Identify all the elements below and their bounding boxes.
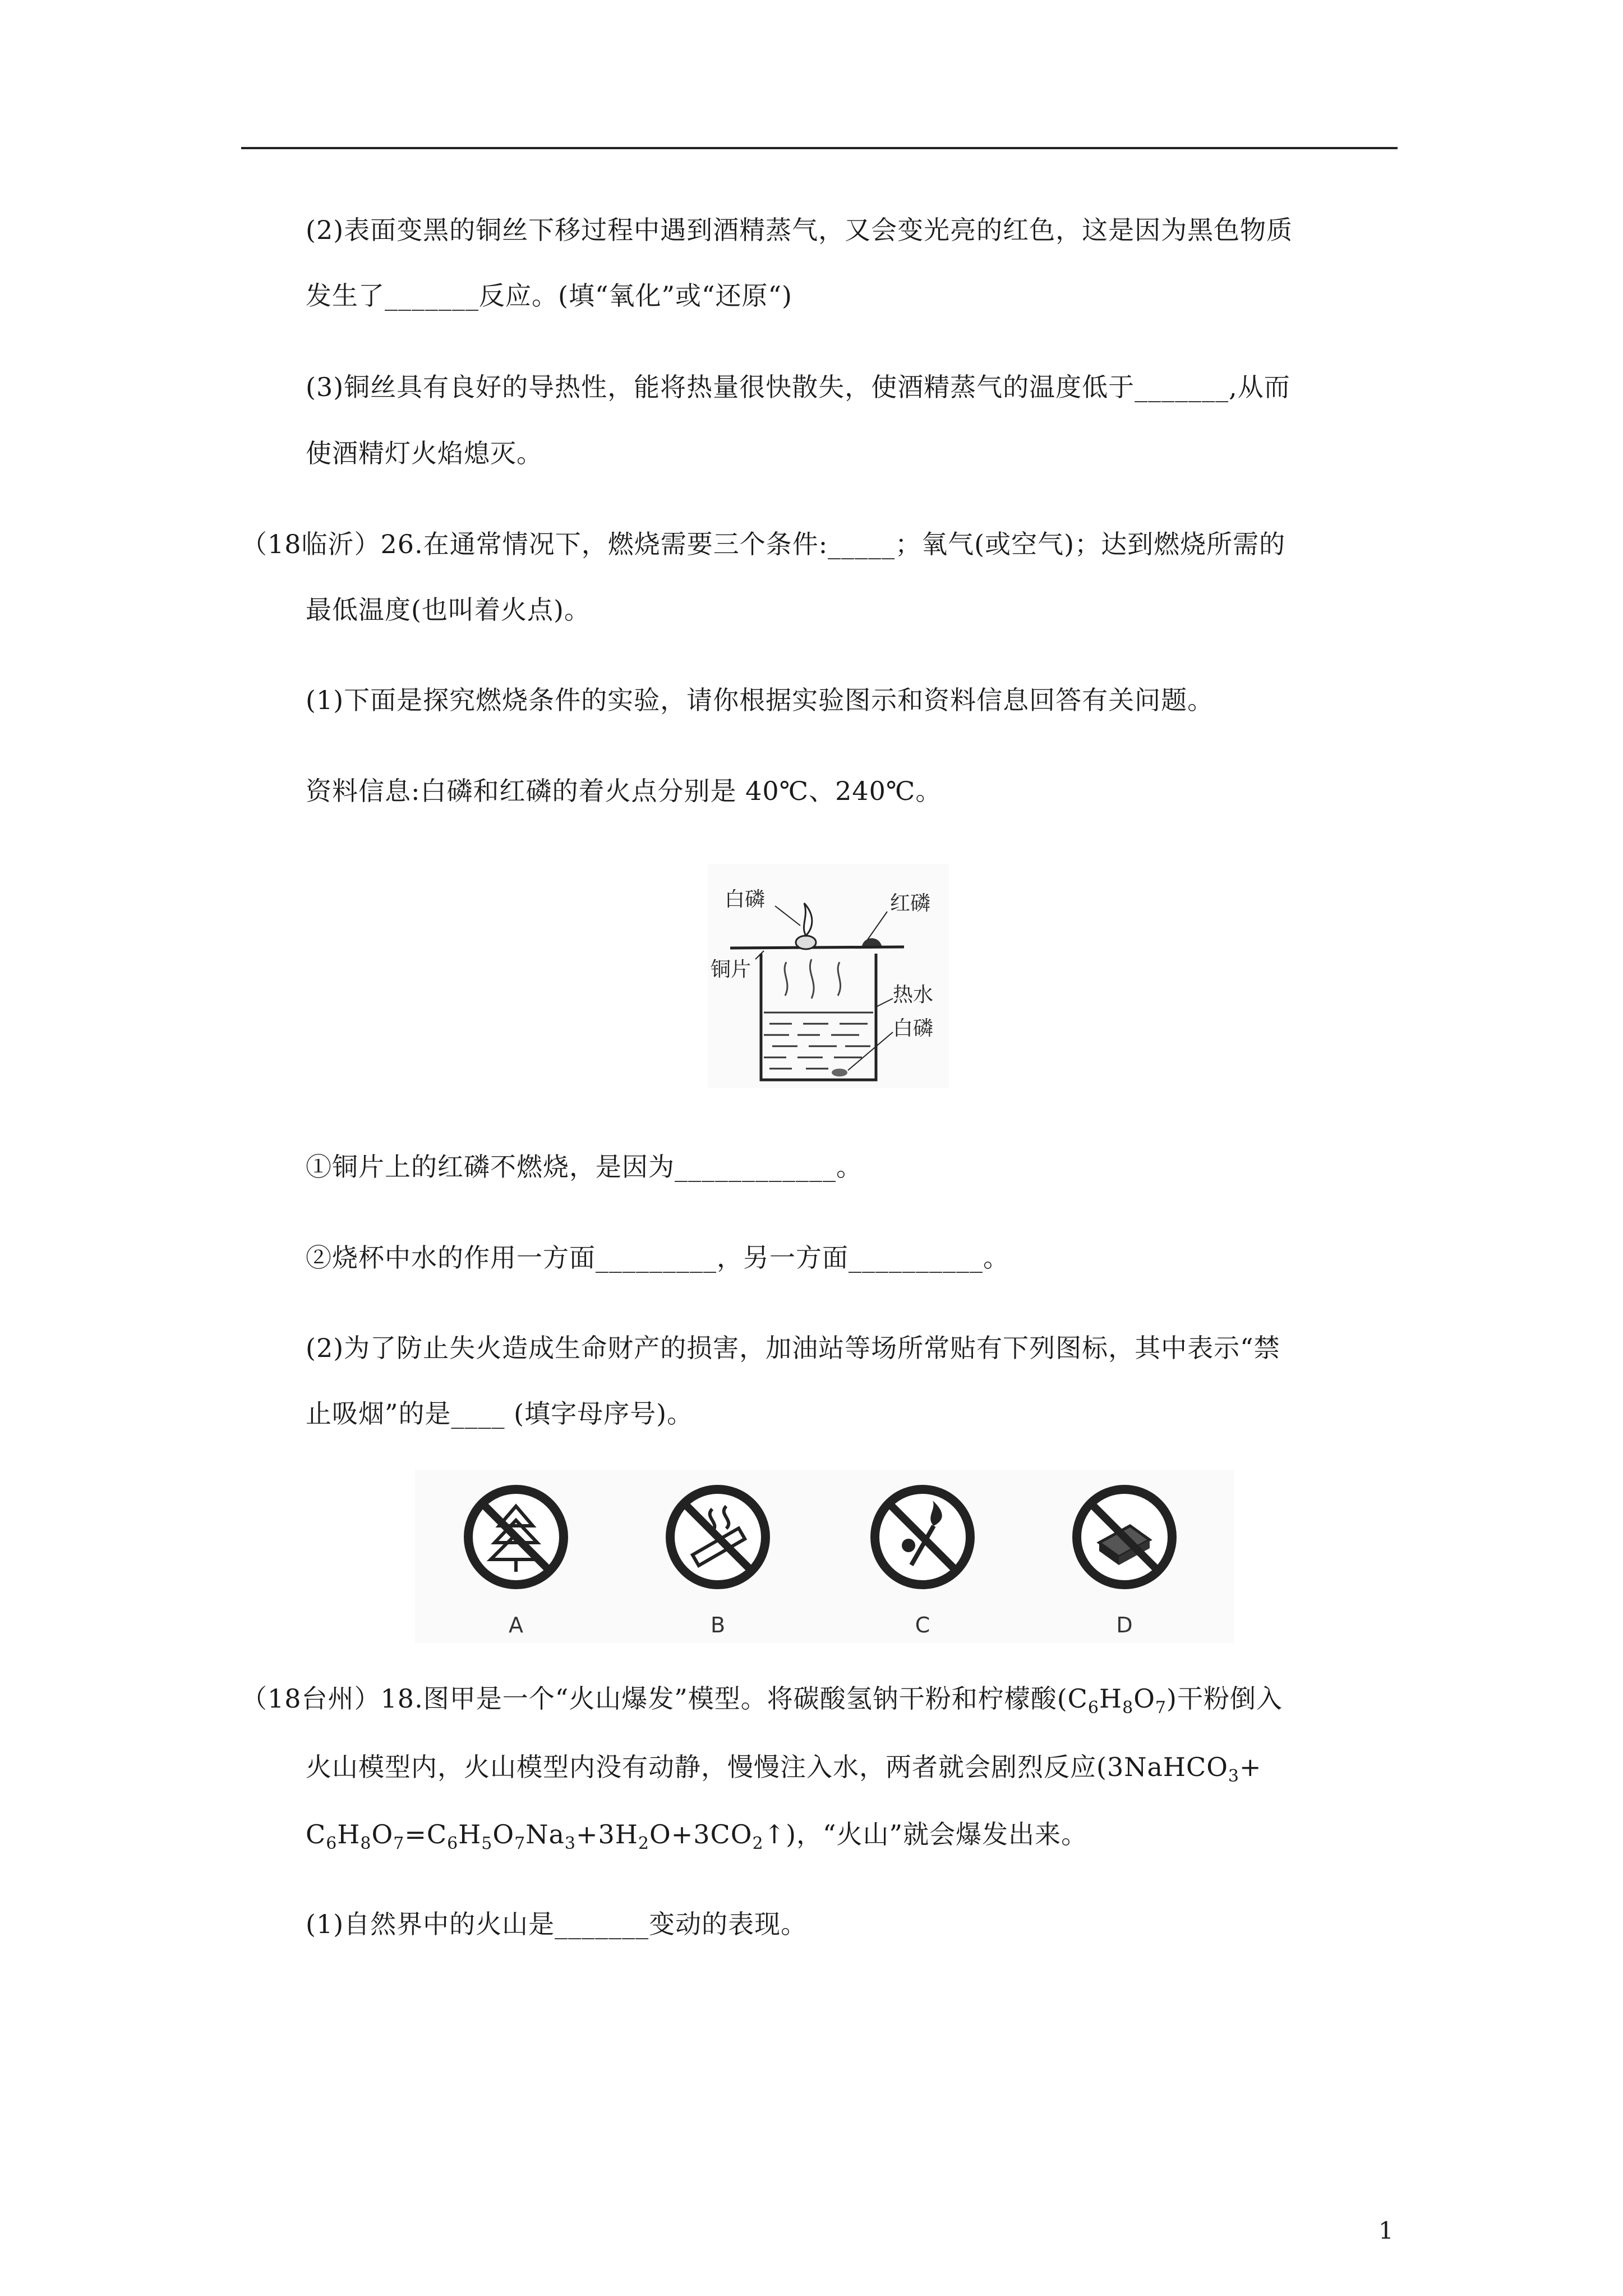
label-white-phosphorus-top: 白磷 [725,888,766,911]
label-red-phosphorus: 红磷 [890,892,931,915]
header-rule [241,147,1398,149]
text-line: (1)下面是探究燃烧条件的实验，请你根据实验图示和资料信息回答有关问题。 [306,685,1214,715]
safety-signs-figure [415,1470,1234,1644]
text-line: 最低温度(也叫着火点)。 [306,595,591,625]
sign-d-letter: D [1116,1613,1133,1637]
text-line: (1)自然界中的火山是_______变动的表现。 [306,1909,808,1939]
copper-plate [730,947,904,948]
white-phosphorus-underwater [832,1069,847,1076]
page-number: 1 [1378,2217,1394,2244]
beaker-experiment-figure [708,864,949,1088]
text-line: (3)铜丝具有良好的导热性，能将热量很快散失，使酒精蒸气的温度低于_______,从而 [306,372,1290,402]
text-line: (2)表面变黑的铜丝下移过程中遇到酒精蒸气，又会变光亮的红色，这是因为黑色物质 [306,215,1293,245]
equation-line: $C_6H_8O_7=C_6H_5O_7Na_3+3H_2O+3CO_2↑$)，“火山”就会爆发出来。 [306,1819,1088,1853]
text-line: 止吸烟”的是____ (填字母序号)。 [306,1398,694,1429]
text-line: 使酒精灯火焰熄灭。 [306,438,543,468]
label-white-phosphorus-bottom: 白磷 [893,1017,934,1040]
question-18-stem: （18台州）18.图甲是一个“火山爆发”模型。将碳酸氢钠干粉和柠檬酸$(C_6H_8O_7)$干粉倒入 [241,1683,1283,1718]
label-copper-plate: 铜片 [711,958,751,981]
question-26-stem: （18临沂）26.在通常情况下，燃烧需要三个条件:_____；氧气(或空气)；达到燃烧所需的 [241,529,1286,559]
text-line: ①铜片上的红磷不燃烧，是因为____________。 [306,1152,863,1182]
sign-c-letter: C [915,1613,930,1637]
info-line: 资料信息:白磷和红磷的着火点分别是 40℃、240℃。 [306,776,942,806]
label-hot-water: 热水 [893,983,934,1006]
text-line: 火山模型内，火山模型内没有动静，慢慢注入水，两者就会剧烈反应(3NaHCO$_3$+ [306,1752,1262,1786]
sign-b-letter: B [710,1613,726,1637]
text-line: ②烧杯中水的作用一方面_________，另一方面__________。 [306,1243,1009,1273]
sign-a-letter: A [509,1613,523,1637]
text-line: 发生了_______反应。(填“氧化”或“还原“) [306,280,792,311]
text-line: (2)为了防止失火造成生命财产的损害，加油站等场所常贴有下列图标，其中表示“禁 [306,1333,1280,1363]
